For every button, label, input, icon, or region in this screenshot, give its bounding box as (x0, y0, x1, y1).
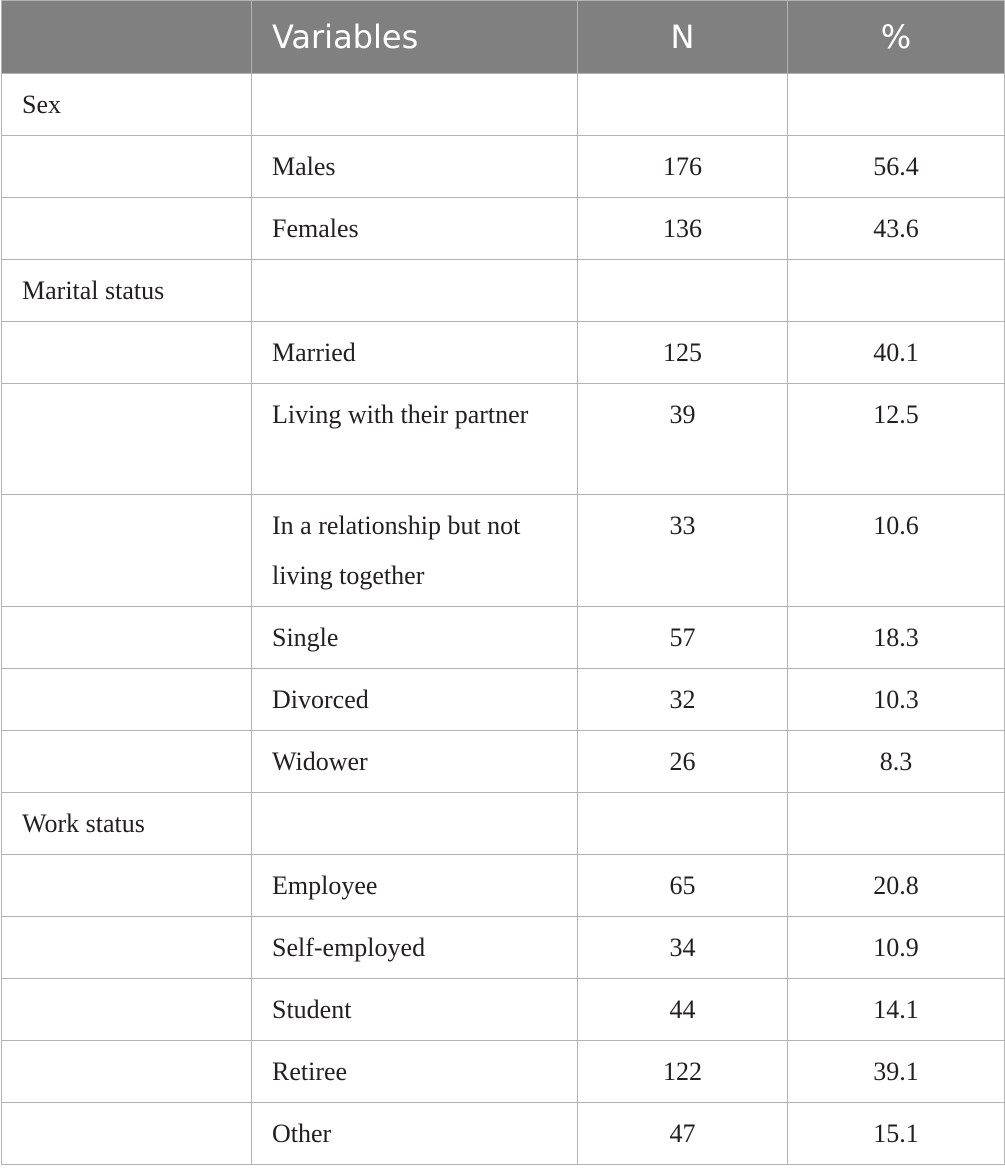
section-row-sex (2, 74, 1005, 136)
row-n: 34 (578, 917, 788, 979)
header-n: N (578, 1, 788, 74)
row-percent: 43.6 (788, 198, 1005, 260)
table-row (2, 322, 1005, 384)
row-n: 33 (578, 495, 788, 607)
row-n: 125 (578, 322, 788, 384)
empty-cell (2, 855, 252, 917)
table-header (2, 1, 1005, 74)
table-row (2, 1041, 1005, 1103)
section-label: Sex (2, 74, 252, 136)
row-percent: 14.1 (788, 979, 1005, 1041)
empty-cell (252, 260, 578, 322)
row-percent: 39.1 (788, 1041, 1005, 1103)
header-row (2, 1, 1005, 74)
row-label: In a relationship but not living together (252, 495, 578, 607)
empty-cell (788, 793, 1005, 855)
section-label: Work status (2, 793, 252, 855)
table-row (2, 495, 1005, 607)
empty-cell (2, 731, 252, 793)
section-row-work-status (2, 793, 1005, 855)
empty-cell (788, 260, 1005, 322)
empty-cell (2, 979, 252, 1041)
row-label: Other (252, 1103, 578, 1165)
row-label: Single (252, 607, 578, 669)
table-row (2, 731, 1005, 793)
table-row (2, 1103, 1005, 1165)
row-n: 122 (578, 1041, 788, 1103)
row-label: Student (252, 979, 578, 1041)
empty-cell (2, 136, 252, 198)
row-percent: 8.3 (788, 731, 1005, 793)
demographics-table (1, 0, 1005, 1165)
row-label: Divorced (252, 669, 578, 731)
row-percent: 40.1 (788, 322, 1005, 384)
row-n: 47 (578, 1103, 788, 1165)
empty-cell (2, 917, 252, 979)
row-label: Living with their partner (252, 384, 578, 495)
table-row (2, 198, 1005, 260)
table-row (2, 669, 1005, 731)
row-percent: 12.5 (788, 384, 1005, 495)
table-row (2, 136, 1005, 198)
row-percent: 10.9 (788, 917, 1005, 979)
row-n: 57 (578, 607, 788, 669)
header-variables: Variables (252, 1, 578, 74)
row-n: 65 (578, 855, 788, 917)
row-percent: 10.6 (788, 495, 1005, 607)
header-blank (2, 1, 252, 74)
row-n: 32 (578, 669, 788, 731)
row-label: Employee (252, 855, 578, 917)
empty-cell (578, 793, 788, 855)
table-row (2, 607, 1005, 669)
empty-cell (252, 793, 578, 855)
empty-cell (788, 74, 1005, 136)
empty-cell (2, 198, 252, 260)
row-percent: 20.8 (788, 855, 1005, 917)
row-label: Married (252, 322, 578, 384)
row-n: 44 (578, 979, 788, 1041)
header-percent: % (788, 1, 1005, 74)
row-percent: 18.3 (788, 607, 1005, 669)
table-row (2, 917, 1005, 979)
empty-cell (578, 74, 788, 136)
row-label: Widower (252, 731, 578, 793)
empty-cell (578, 260, 788, 322)
section-label: Marital status (2, 260, 252, 322)
empty-cell (2, 384, 252, 495)
empty-cell (2, 1041, 252, 1103)
empty-cell (252, 74, 578, 136)
row-percent: 15.1 (788, 1103, 1005, 1165)
row-n: 26 (578, 731, 788, 793)
row-label: Females (252, 198, 578, 260)
row-label: Retiree (252, 1041, 578, 1103)
empty-cell (2, 1103, 252, 1165)
row-percent: 10.3 (788, 669, 1005, 731)
table-row (2, 384, 1005, 495)
table-row (2, 855, 1005, 917)
empty-cell (2, 322, 252, 384)
empty-cell (2, 495, 252, 607)
row-label: Males (252, 136, 578, 198)
table-body (2, 74, 1005, 1165)
table-row (2, 979, 1005, 1041)
empty-cell (2, 607, 252, 669)
empty-cell (2, 669, 252, 731)
row-label: Self-employed (252, 917, 578, 979)
section-row-marital-status (2, 260, 1005, 322)
row-n: 176 (578, 136, 788, 198)
row-percent: 56.4 (788, 136, 1005, 198)
row-n: 136 (578, 198, 788, 260)
row-n: 39 (578, 384, 788, 495)
